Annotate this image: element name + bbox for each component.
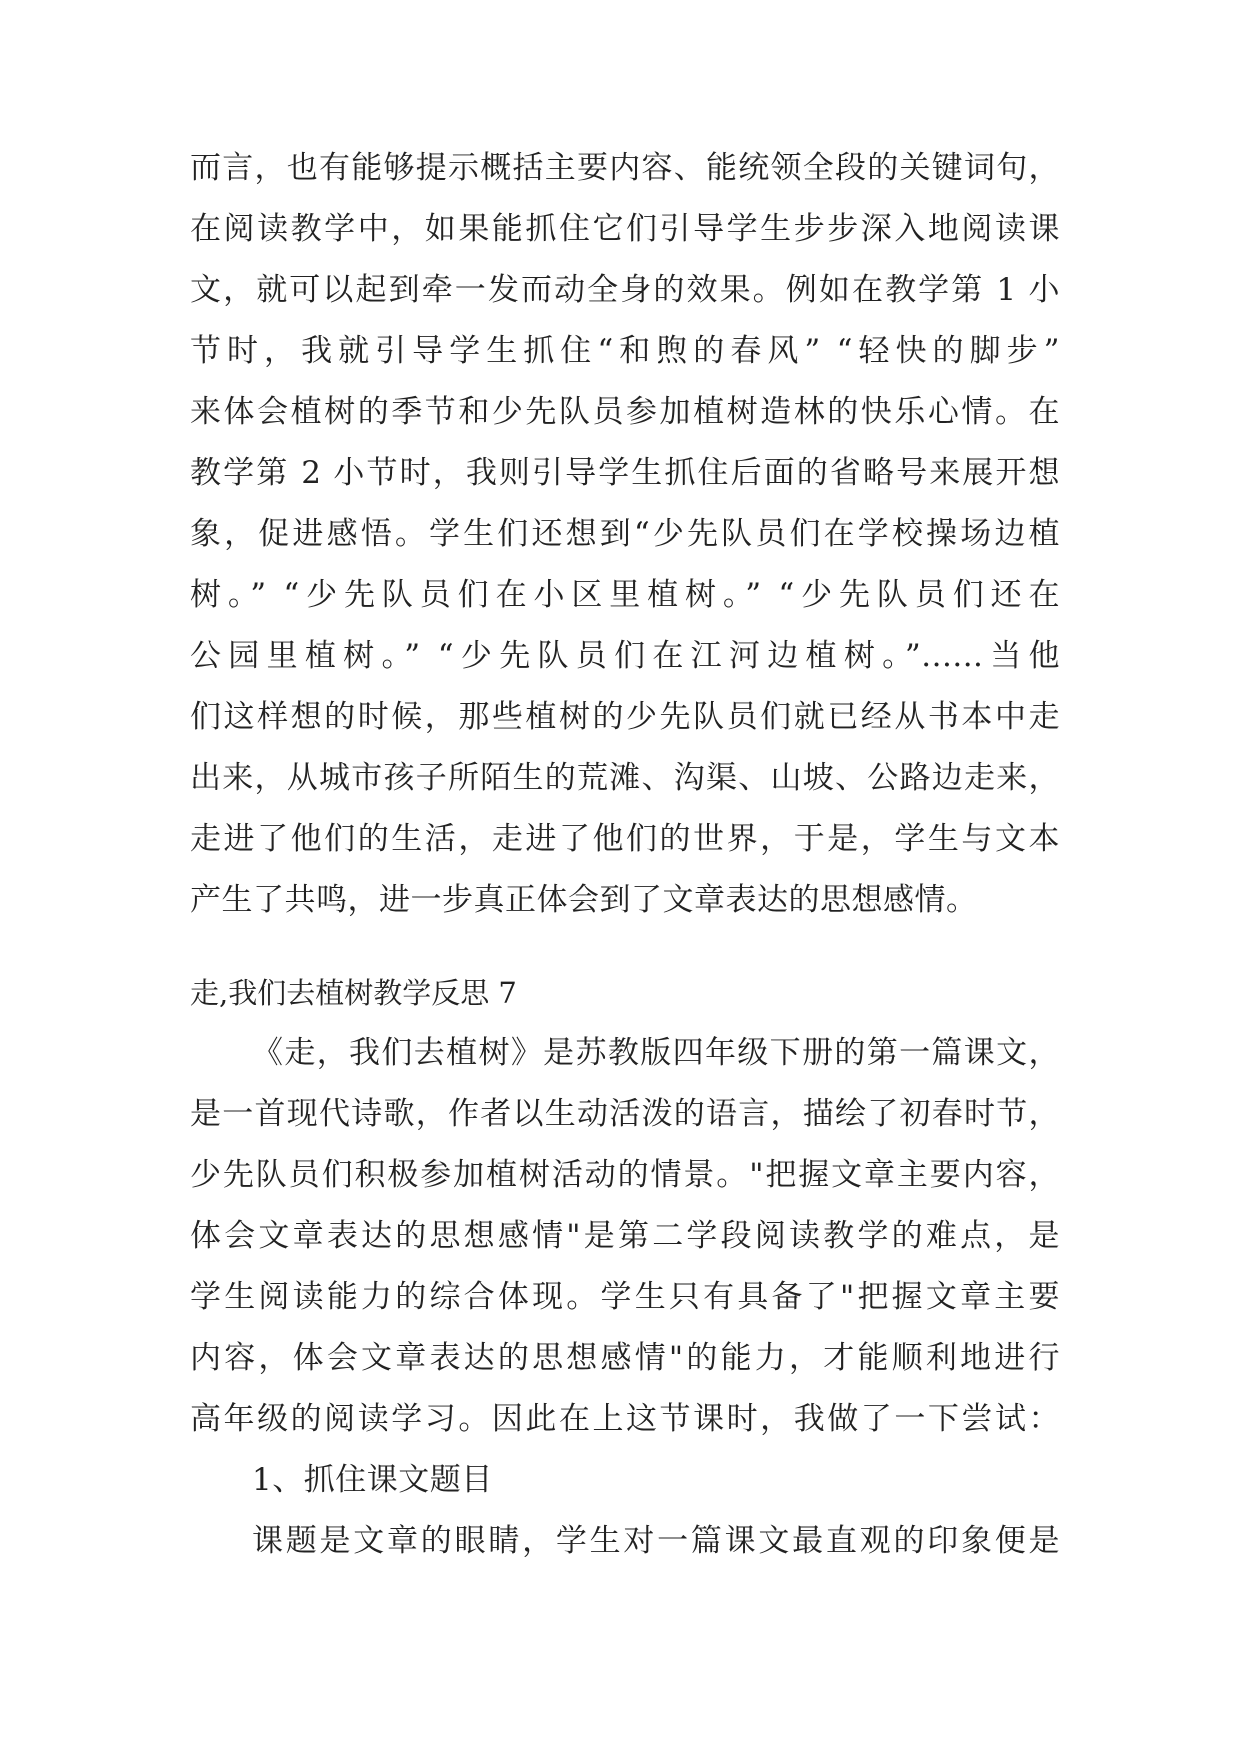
- paragraph-top: [190, 138, 1060, 931]
- section-heading: 走,我们去植树教学反思 7: [190, 976, 517, 1010]
- text-line: 内容，体会文章表达的思想感情"的能力，才能顺利地进行: [190, 1340, 1060, 1376]
- text-line: 学生阅读能力的综合体现。学生只有具备了"把握文章主要: [190, 1279, 1060, 1315]
- text-line: 们这样想的时候，那些植树的少先队员们就已经从书本中走: [190, 699, 1060, 735]
- subheading: 1、抓住课文题目: [252, 1462, 493, 1498]
- text-line: 《走，我们去植树》是苏教版四年级下册的第一篇课文，: [252, 1035, 1060, 1071]
- text-line: 体会文章表达的思想感情"是第二学段阅读教学的难点，是: [190, 1218, 1060, 1254]
- text-line: 树。” “少先队员们在小区里植树。” “少先队员们还在: [190, 577, 1060, 613]
- text-line: 产生了共鸣，进一步真正体会到了文章表达的思想感情。: [190, 882, 978, 918]
- text-line: 而言，也有能够提示概括主要内容、能统领全段的关键词句，: [190, 150, 1060, 186]
- text-line: 在阅读教学中，如果能抓住它们引导学生步步深入地阅读课: [190, 211, 1060, 247]
- text-line: 是一首现代诗歌，作者以生动活泼的语言，描绘了初春时节，: [190, 1096, 1060, 1132]
- subheading-block: [190, 1450, 1060, 1511]
- text-line: 高年级的阅读学习。因此在上这节课时，我做了一下尝试：: [190, 1401, 1060, 1437]
- text-line: 象，促进感悟。学生们还想到“少先队员们在学校操场边植: [190, 516, 1060, 552]
- text-line: 来体会植树的季节和少先队员参加植树造林的快乐心情。在: [190, 394, 1060, 430]
- paragraph-intro: [190, 1023, 1060, 1450]
- text-line: 教学第 2 小节时，我则引导学生抓住后面的省略号来展开想: [190, 455, 1060, 491]
- paragraph-last: [190, 1511, 1060, 1572]
- text-line: 节时，我就引导学生抓住“和煦的春风” “轻快的脚步”: [190, 333, 1060, 369]
- text-line: 少先队员们积极参加植树活动的情景。"把握文章主要内容，: [190, 1157, 1060, 1193]
- text-line: 课题是文章的眼睛，学生对一篇课文最直观的印象便是: [252, 1523, 1060, 1559]
- text-line: 公园里植树。” “少先队员们在江河边植树。”......当他: [190, 638, 1060, 674]
- text-line: 走进了他们的生活，走进了他们的世界，于是，学生与文本: [190, 821, 1060, 857]
- text-line: 出来，从城市孩子所陌生的荒滩、沟渠、山坡、公路边走来，: [190, 760, 1060, 796]
- text-line: 文，就可以起到牵一发而动全身的效果。例如在教学第 1 小: [190, 272, 1060, 308]
